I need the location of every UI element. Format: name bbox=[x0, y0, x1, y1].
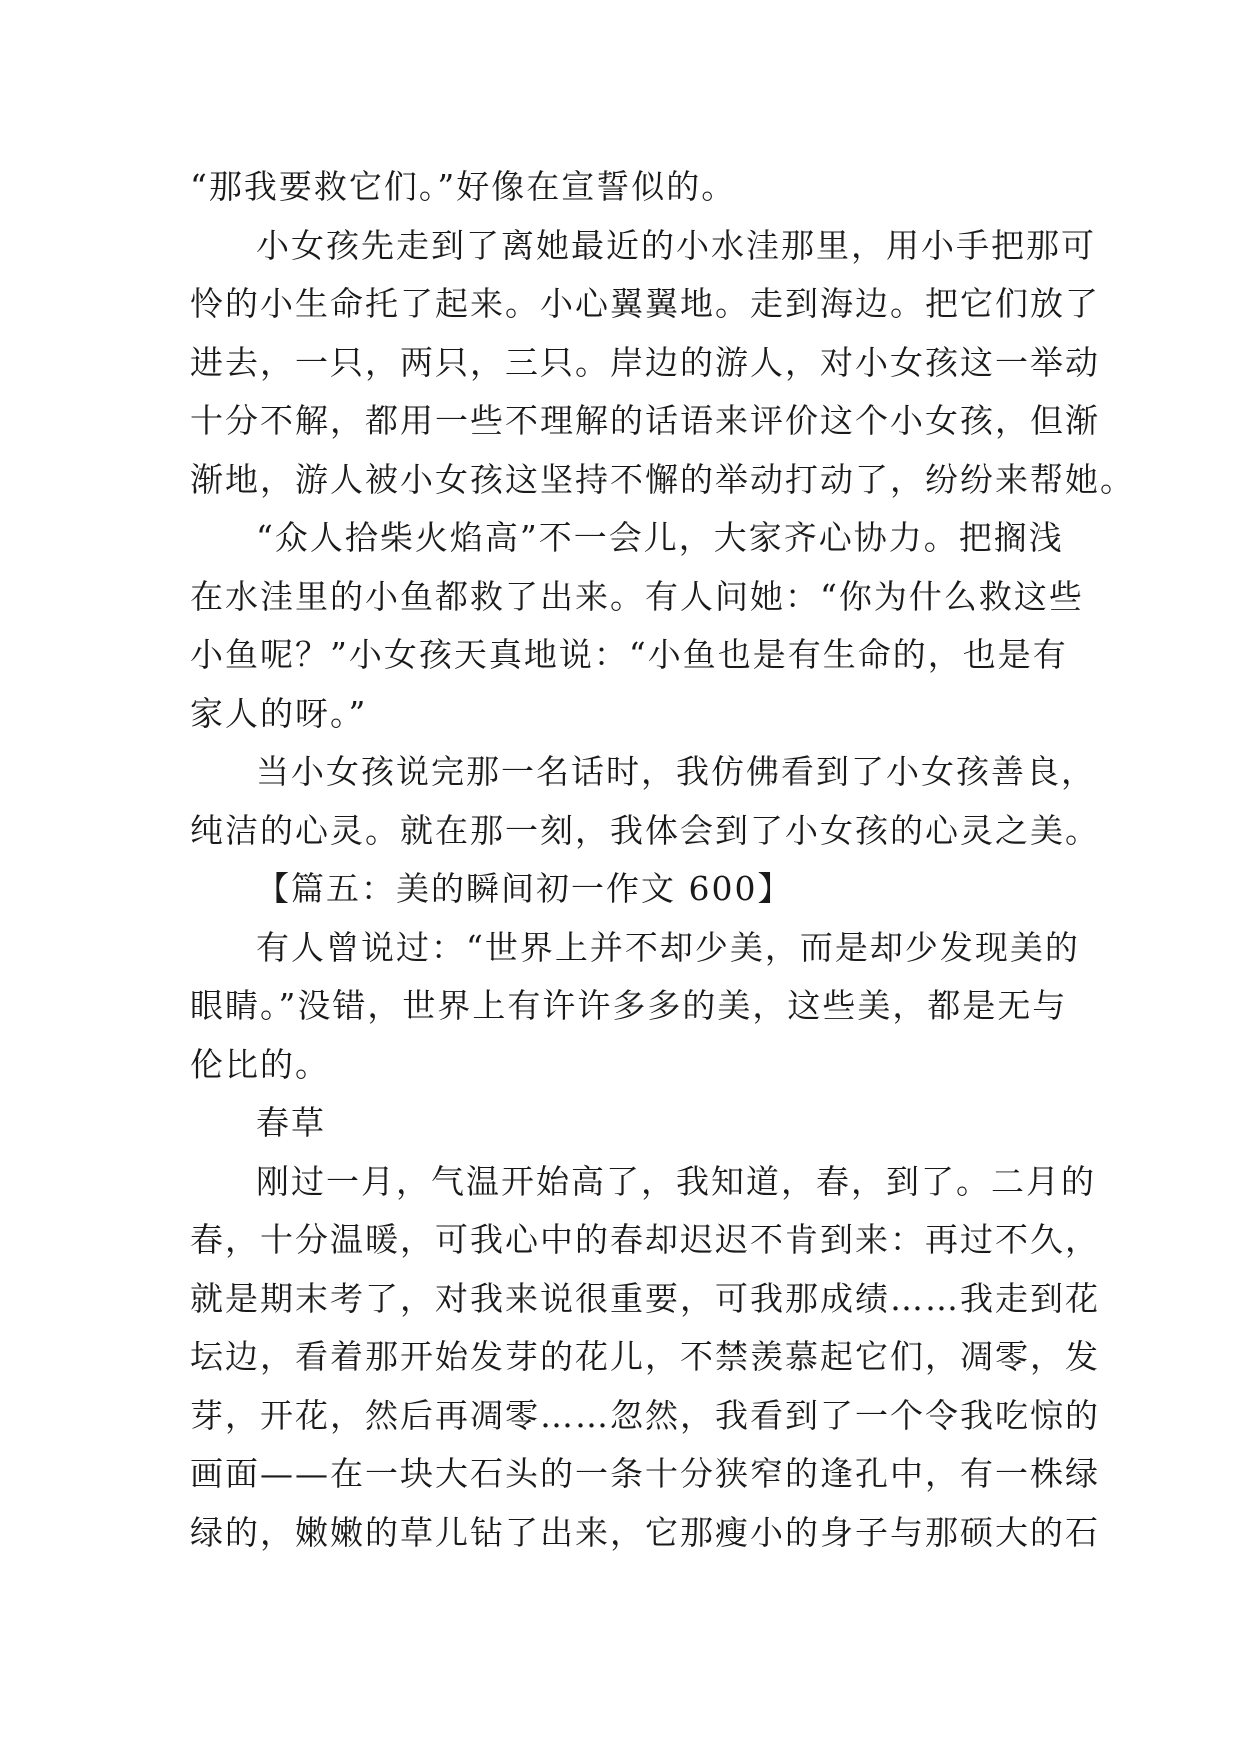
paragraph-1 bbox=[190, 158, 1052, 217]
paragraph-8 bbox=[190, 1153, 1100, 1563]
paragraph-6 bbox=[190, 919, 1080, 1095]
section-heading bbox=[190, 860, 1052, 919]
text-line: 怜的小生命托了起来。小心翼翼地。走到海边。把它们放了 bbox=[190, 284, 1100, 323]
text-line: 小女孩先走到了离她最近的小水洼那里，用小手把那可 bbox=[256, 225, 1096, 265]
paragraph-4 bbox=[190, 743, 1100, 860]
text-line: 绿的，嫩嫩的草儿钻了出来，它那瘦小的身子与那硕大的石 bbox=[190, 1512, 1100, 1552]
text-line: “众人拾柴火焰高”不一会儿，大家齐心协力。把搁浅 bbox=[256, 518, 1064, 557]
text-line: 有人曾说过：“世界上并不却少美，而是却少发现美的 bbox=[256, 927, 1080, 967]
text-line: 眼睛。”没错，世界上有许许多多的美，这些美，都是无与 bbox=[190, 986, 1068, 1025]
paragraph-2 bbox=[190, 217, 1135, 510]
subheading bbox=[190, 1094, 1052, 1153]
document-body bbox=[190, 158, 1135, 1562]
text-line: 十分不解，都用一些不理解的话语来评价这个小女孩，但渐 bbox=[190, 401, 1100, 440]
text-line: 小鱼呢？”小女孩天真地说：“小鱼也是有生命的，也是有 bbox=[190, 635, 1068, 674]
section-title: 【篇五：美的瞬间初一作文 600】 bbox=[256, 869, 793, 908]
text-line: 伦比的。 bbox=[190, 1044, 330, 1084]
text-line: 春，十分温暖，可我心中的春却迟迟不肯到来：再过不久， bbox=[190, 1220, 1100, 1259]
paragraph-3 bbox=[190, 509, 1084, 743]
text-line: 画面——在一块大石头的一条十分狭窄的逢孔中，有一株绿 bbox=[190, 1454, 1100, 1493]
text-line: 刚过一月，气温开始高了，我知道，春，到了。二月的 bbox=[256, 1161, 1096, 1201]
text-line: 就是期末考了，对我来说很重要，可我那成绩……我走到花 bbox=[190, 1278, 1100, 1318]
text-line: 当小女孩说完那一名话时，我仿佛看到了小女孩善良， bbox=[256, 752, 1096, 791]
text-line: 纯洁的心灵。就在那一刻，我体会到了小女孩的心灵之美。 bbox=[190, 810, 1100, 850]
text-line: “那我要救它们。”好像在宣誓似的。 bbox=[190, 167, 737, 206]
text-line: 在水洼里的小鱼都救了出来。有人问她：“你为什么救这些 bbox=[190, 576, 1084, 616]
subheading-text: 春草 bbox=[256, 1103, 326, 1142]
text-line: 坛边，看着那开始发芽的花儿，不禁羡慕起它们，凋零，发 bbox=[190, 1337, 1100, 1376]
text-line: 进去，一只，两只，三只。岸边的游人，对小女孩这一举动 bbox=[190, 342, 1100, 382]
text-line: 芽，开花，然后再凋零……忽然，我看到了一个令我吃惊的 bbox=[190, 1395, 1100, 1435]
text-line: 渐地，游人被小女孩这坚持不懈的举动打动了，纷纷来帮她。 bbox=[190, 459, 1135, 499]
text-line: 家人的呀。” bbox=[190, 693, 368, 733]
